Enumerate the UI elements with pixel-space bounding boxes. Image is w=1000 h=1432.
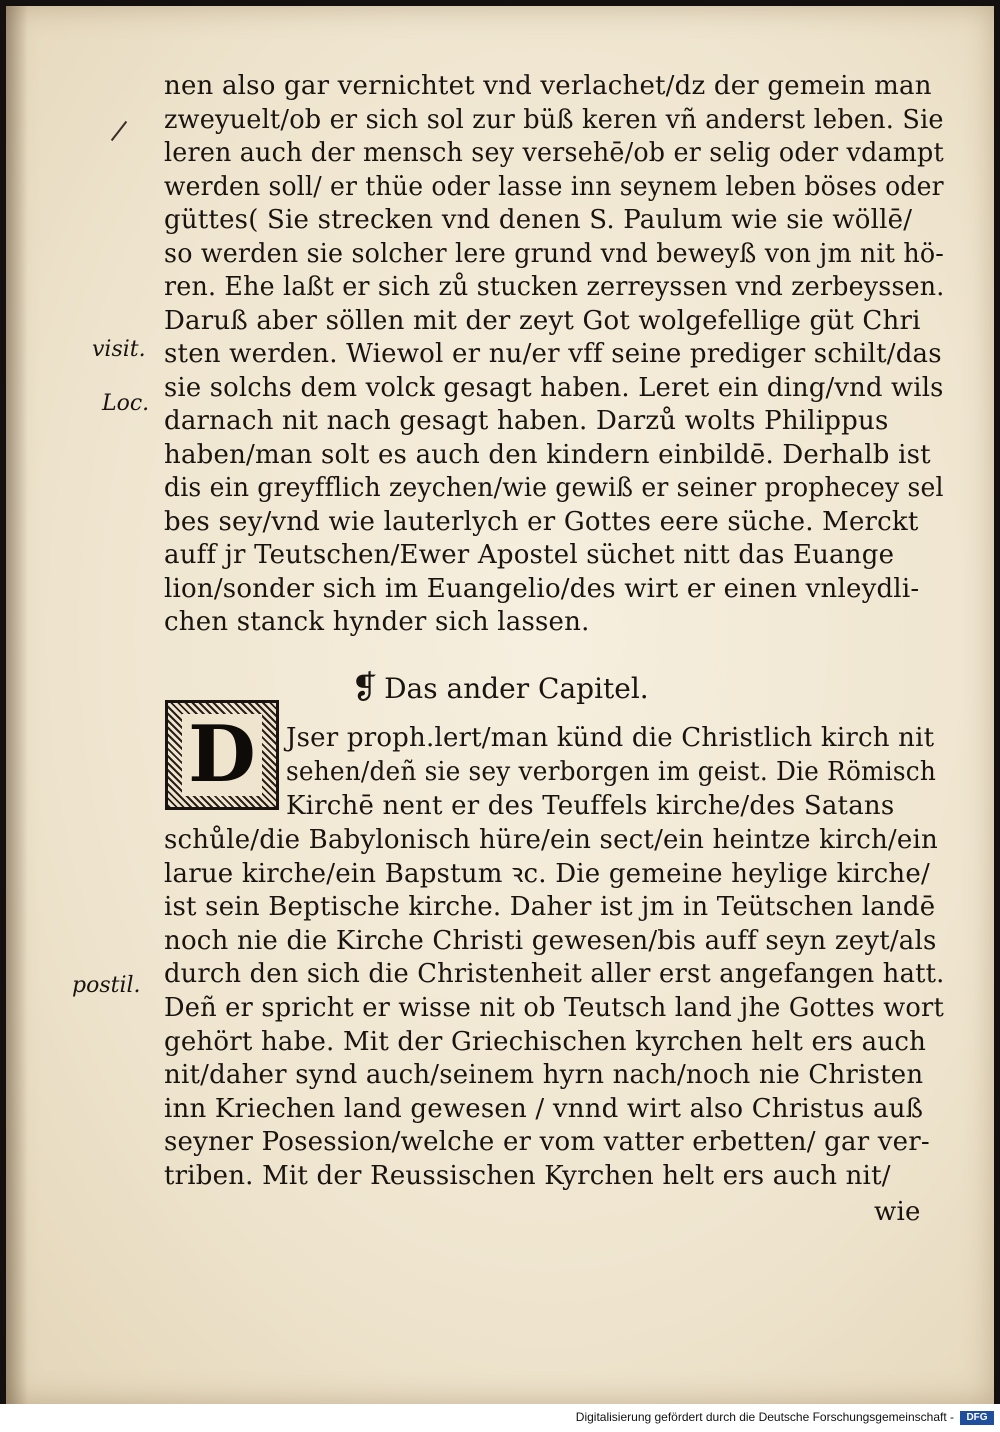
chapter-heading (6, 670, 994, 706)
text-line: so werden sie solcher lere grund vnd beweyß von jm nit hö- (164, 238, 945, 269)
text-line: schůle/die Babylonisch hüre/ein sect/ein heintze kirch/ein (164, 825, 938, 855)
text-line: Deñ er spricht er wisse nit ob Teutsch land jhe Gottes wort (164, 993, 944, 1023)
footer-bar (0, 1404, 1000, 1432)
text-line: gehört habe. Mit der Griechischen kyrchen helt ers auch (164, 1026, 927, 1057)
text-line: werden soll/ er thüe oder lasse inn seynem leben böses oder (164, 171, 944, 202)
text-line: auff jr Teutschen/Ewer Apostel süchet nitt das Euange (164, 540, 895, 570)
text-line: nit/daher synd auch/seinem hyrn nach/noch nie Christen (164, 1060, 924, 1091)
text-line: Daruß aber söllen mit der zeyt Got wolgefellige güt Chri (164, 305, 921, 336)
margin-pen-stroke (111, 121, 127, 141)
pilcrow-icon: ❡ (351, 668, 379, 706)
text-line: darnach nit nach gesagt haben. Darzů wolts Philippus (164, 406, 889, 436)
book-page (6, 6, 994, 1404)
text-line: triben. Mit der Reussischen Kyrchen helt ers auch nit/ (164, 1161, 891, 1191)
text-line: sehen/deñ sie sey verborgen im geist. Die Römisch (286, 757, 936, 787)
text-line: sie solchs dem volck gesagt haben. Leret ein ding/vnd wils (164, 372, 944, 403)
text-line: dis ein greyfflich zeychen/wie gewiß er seiner prophecey sel (164, 473, 944, 503)
text-line: inn Kriechen land gewesen / vnnd wirt also Christus auß (164, 1093, 924, 1124)
text-line: sten werden. Wiewol er nu/er vff seine prediger schilt/das (164, 339, 942, 369)
text-line: lion/sonder sich im Euangelio/des wirt er einen vnleydli- (164, 573, 920, 604)
text-line: Jser proph.lert/man künd die Christlich kirch nit (286, 723, 935, 753)
text-line: bes sey/vnd wie lauterlych er Gottes eere süche. Merckt (164, 506, 919, 537)
text-line: noch nie die Kirche Christi gewesen/bis auff seyn zeyt/als (164, 925, 937, 956)
text-line: chen stanck hynder sich lassen. (164, 607, 590, 637)
catchword: wie (874, 1197, 921, 1227)
text-line: ist sein Beptische kirche. Daher ist jm in Teütschen landē (164, 892, 936, 923)
text-line: larue kirche/ein Bapstum ꝛc. Die gemeine heylige kirche/ (164, 858, 930, 889)
margin-note-postil: postil. (72, 973, 141, 998)
text-line: durch den sich die Christenheit aller erst angefangen hatt. (164, 959, 945, 990)
initial-letter: D (182, 714, 262, 796)
text-line: haben/man solt es auch den kindern einbildē. Derhalb ist (164, 439, 931, 470)
chapter-heading-text: Das ander Capitel. (384, 672, 649, 705)
margin-note-loc: Loc. (102, 391, 150, 416)
decorated-initial (165, 700, 279, 810)
text-line: nen also gar vernichtet vnd verlachet/dz der gemein man (164, 71, 932, 101)
text-line: Kirchē nent er des Teuffels kirche/des Satans (286, 791, 895, 821)
funding-note: Digitalisierung gefördert durch die Deutsche Forschungsgemeinschaft - (575, 1410, 954, 1424)
text-line: güttes( Sie strecken vnd denen S. Paulum wie sie wöllē/ (164, 205, 913, 235)
margin-note-visit: visit. (92, 337, 146, 362)
text-line: zweyuelt/ob er sich sol zur büß keren vñ anderst leben. Sie (164, 104, 944, 135)
dfg-logo: DFG (960, 1411, 994, 1425)
text-line: ren. Ehe laßt er sich zů stucken zerreyssen vnd zerbeyssen. (164, 272, 945, 302)
text-line: seyner Posession/welche er vom vatter erbetten/ gar ver- (164, 1127, 930, 1158)
text-line: leren auch der mensch sey versehē/ob er selig oder vdampt (164, 138, 944, 168)
